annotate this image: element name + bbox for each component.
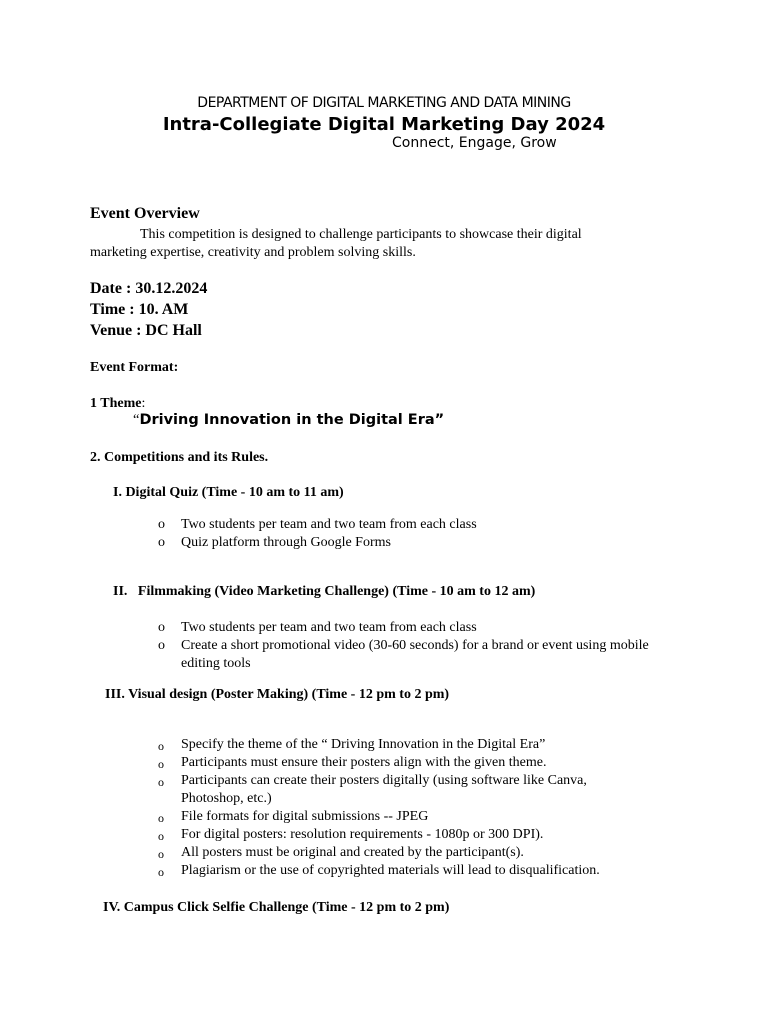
theme-open-quote: “ (133, 412, 140, 428)
list-item (155, 736, 661, 754)
bullet-icon: o (158, 638, 165, 653)
bullet-icon: o (158, 847, 164, 861)
rule-text: Create a short promotional video (30-60 seconds) for a brand or event using mobile editing tools (181, 638, 649, 671)
event-time: Time : 10. AM (90, 301, 189, 318)
bullet-icon: o (158, 739, 164, 753)
rule-text: File formats for digital submissions -- JPEG (181, 809, 429, 824)
list-item (155, 619, 661, 637)
theme-colon: : (141, 396, 146, 411)
rule-text: Quiz platform through Google Forms (181, 535, 391, 550)
list-item (155, 754, 661, 772)
event-tagline: Connect, Engage, Grow (392, 135, 557, 151)
event-title: Intra-Collegiate Digital Marketing Day 2024 (162, 114, 606, 135)
department-name: DEPARTMENT OF DIGITAL MARKETING AND DATA MINING (197, 95, 571, 111)
bullet-icon: o (158, 517, 165, 532)
event-venue: Venue : DC Hall (90, 322, 202, 339)
theme-label-line (90, 396, 145, 412)
list-item (155, 862, 661, 880)
list-item (155, 534, 661, 552)
rule-text: Participants must ensure their posters align with the given theme. (181, 755, 547, 770)
competition-heading-quiz: I. Digital Quiz (Time - 10 am to 11 am) (113, 485, 344, 500)
competitions-heading: 2. Competitions and its Rules. (90, 450, 269, 465)
bullet-icon: o (158, 757, 164, 771)
event-date: Date : 30.12.2024 (90, 280, 208, 297)
list-item (155, 844, 661, 862)
bullet-icon: o (158, 535, 165, 550)
theme-title (133, 412, 444, 429)
rule-text: For digital posters: resolution requirements - 1080p or 300 DPI). (181, 827, 544, 842)
bullet-icon: o (158, 865, 164, 879)
overview-text: This competition is designed to challenge participants to showcase their digital marketing expertise, creativity and problem solving skills. (90, 227, 582, 260)
filmmaking-rules-list (155, 619, 661, 673)
quiz-rules-list (155, 516, 661, 552)
list-item (155, 808, 661, 826)
rule-text: Participants can create their posters digitally (using software like Canva, Photoshop, etc.) (181, 773, 587, 806)
bullet-icon: o (158, 620, 165, 635)
list-item (155, 516, 661, 534)
competition-heading-filmmaking: II. Filmmaking (Video Marketing Challenge) (Time - 10 am to 12 am) (113, 584, 536, 599)
list-item (155, 826, 661, 844)
rule-text: Two students per team and two team from each class (181, 517, 477, 532)
theme-text: Driving Innovation in the Digital Era” (139, 412, 445, 428)
competition-heading-selfie: IV. Campus Click Selfie Challenge (Time - 12 pm to 2 pm) (103, 900, 450, 915)
rule-text: Specify the theme of the “ Driving Innovation in the Digital Era” (181, 737, 546, 752)
bullet-icon: o (158, 829, 164, 843)
overview-heading: Event Overview (90, 205, 200, 222)
event-format-heading: Event Format: (90, 360, 179, 375)
list-item (155, 637, 651, 673)
bullet-icon: o (158, 775, 164, 789)
bullet-icon: o (158, 811, 164, 825)
rule-text: All posters must be original and created by the participant(s). (181, 845, 524, 860)
poster-rules-list (155, 736, 661, 880)
theme-label: 1 Theme (90, 396, 142, 411)
rule-text: Plagiarism or the use of copyrighted materials will lead to disqualification. (181, 863, 600, 878)
competition-heading-poster: III. Visual design (Poster Making) (Time - 12 pm to 2 pm) (105, 687, 450, 702)
rule-text: Two students per team and two team from each class (181, 620, 477, 635)
list-item (155, 772, 651, 808)
